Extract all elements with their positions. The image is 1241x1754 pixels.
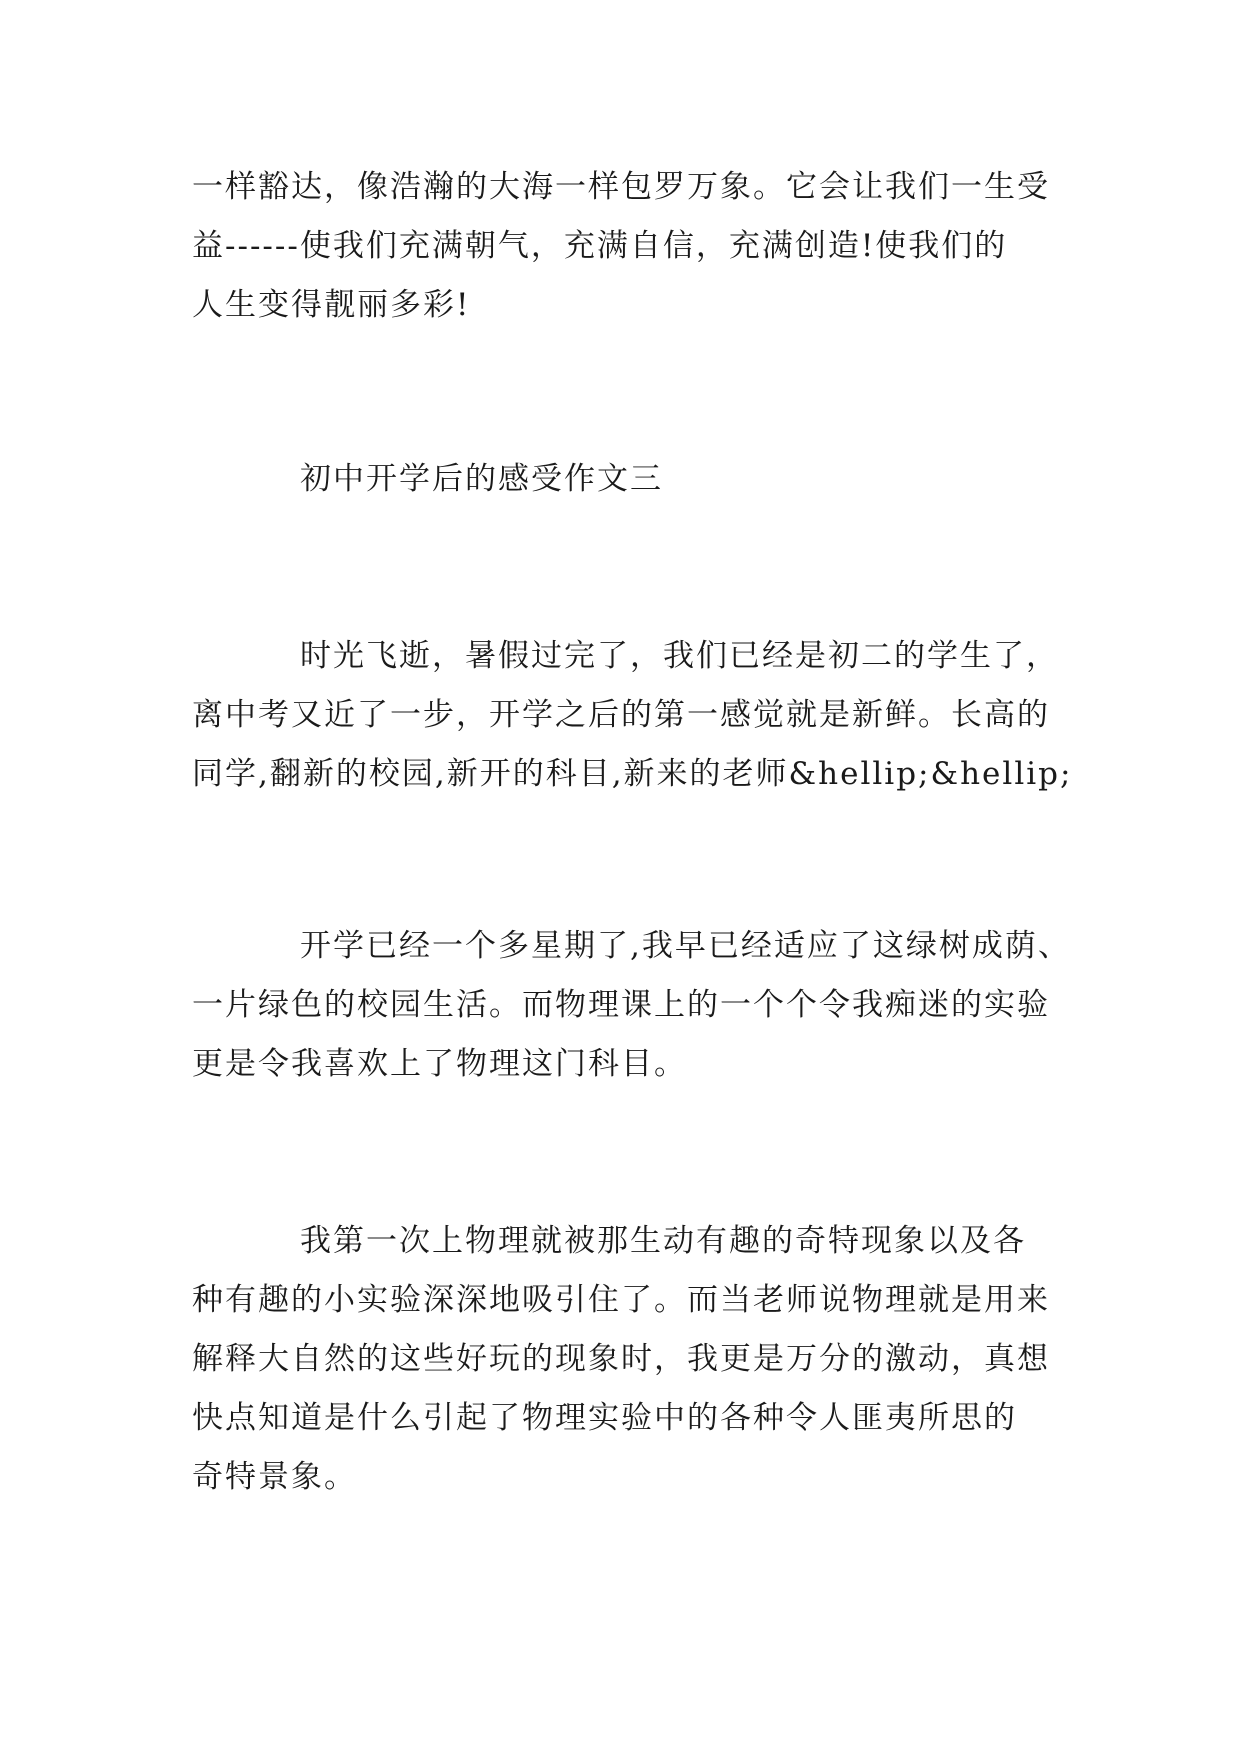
text-line: 同学,翻新的校园,新开的科目,新来的老师&hellip;&hellip; — [192, 756, 1073, 792]
text-line: 一样豁达，像浩瀚的大海一样包罗万象。它会让我们一生受 — [192, 169, 1050, 205]
text-line: 奇特景象。 — [192, 1459, 357, 1495]
heading-text: 初中开学后的感受作文三 — [300, 461, 663, 497]
text-line: 我第一次上物理就被那生动有趣的奇特现象以及各 — [300, 1223, 1026, 1259]
paragraph-3 — [192, 917, 1072, 1094]
text-line: 时光飞逝，暑假过完了，我们已经是初二的学生了， — [300, 638, 1059, 674]
text-line: 益------使我们充满朝气，充满自信，充满创造!使我们的 — [192, 228, 1008, 264]
text-line: 一片绿色的校园生活。而物理课上的一个个令我痴迷的实验 — [192, 987, 1050, 1023]
text-line: 离中考又近了一步，开学之后的第一感觉就是新鲜。长高的 — [192, 697, 1050, 733]
text-line: 开学已经一个多星期了,我早已经适应了这绿树成荫、 — [300, 928, 1071, 964]
paragraph-2 — [192, 627, 1072, 804]
paragraph-continuation — [192, 158, 1072, 335]
text-line: 更是令我喜欢上了物理这门科目。 — [192, 1046, 687, 1082]
text-line: 人生变得靓丽多彩! — [192, 287, 471, 323]
text-line: 快点知道是什么引起了物理实验中的各种令人匪夷所思的 — [192, 1400, 1017, 1436]
text-line: 种有趣的小实验深深地吸引住了。而当老师说物理就是用来 — [192, 1282, 1050, 1318]
text-line: 解释大自然的这些好玩的现象时，我更是万分的激动，真想 — [192, 1341, 1050, 1377]
section-heading — [192, 450, 1072, 509]
paragraph-4 — [192, 1212, 1072, 1507]
